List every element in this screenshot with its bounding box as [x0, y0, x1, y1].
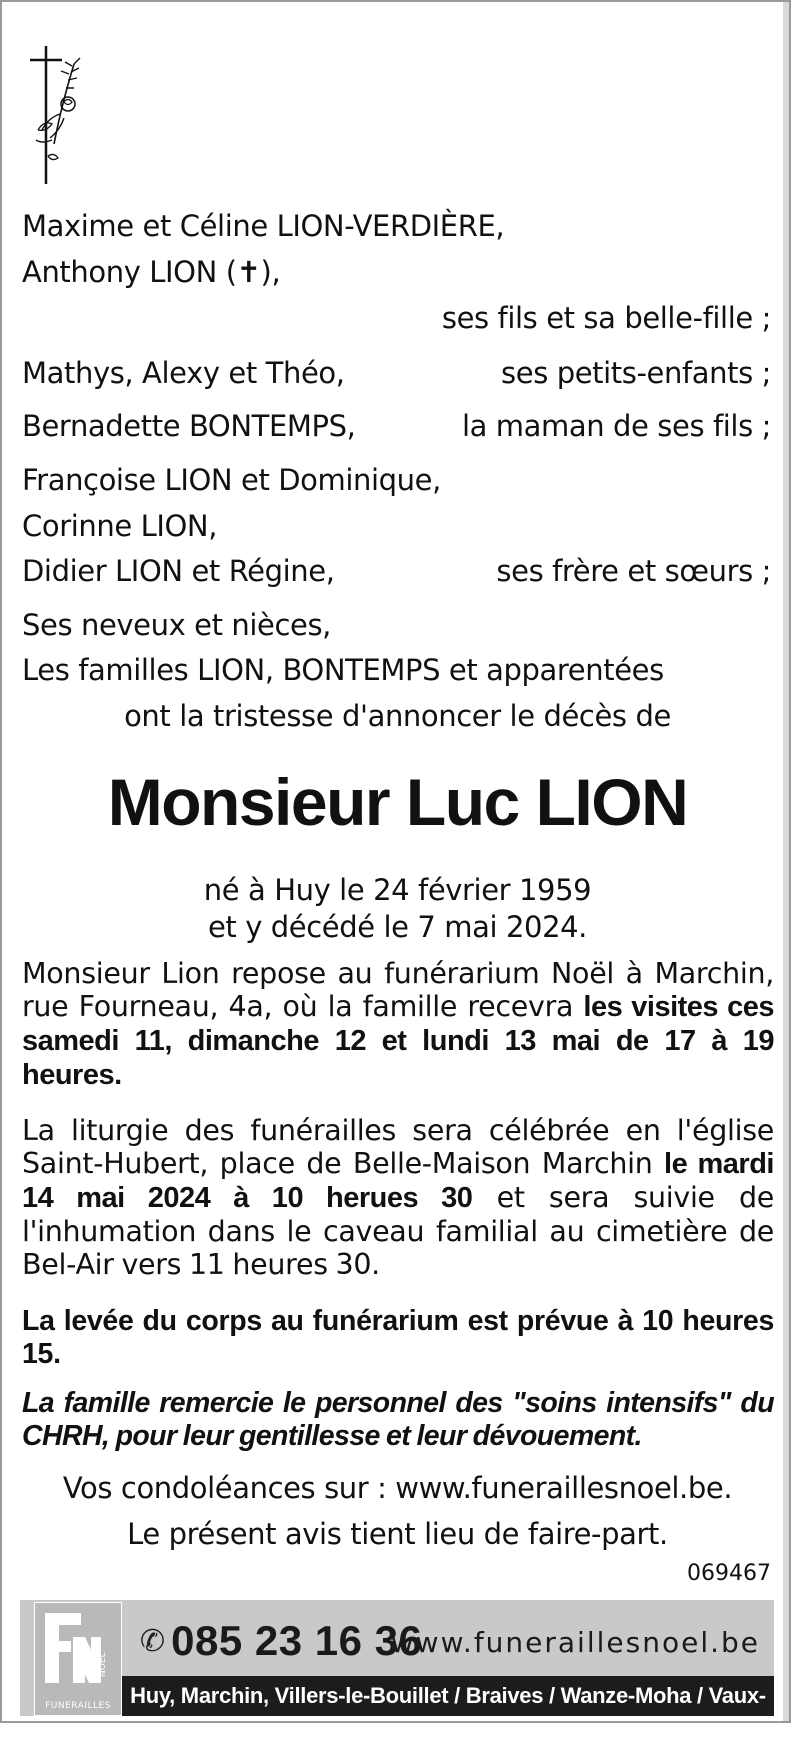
phone-block — [140, 1616, 422, 1666]
family-line: Françoise LION et Dominique, — [22, 463, 441, 497]
family-line: Corinne LION, — [22, 509, 218, 543]
funeral-home-banner — [20, 1600, 774, 1748]
family-line: Didier LION et Régine, — [22, 554, 335, 588]
svg-text:NOEL: NOEL — [98, 1652, 108, 1677]
family-line: Bernadette BONTEMPS, — [22, 409, 356, 443]
levee-paragraph: La levée du corps au funérarium est prévue à 10 heures 15. — [22, 1305, 774, 1370]
family-line: Mathys, Alexy et Théo, — [22, 356, 345, 390]
relation-label: ses frère et sœurs ; — [496, 554, 771, 588]
phone-number[interactable]: 085 23 16 36 — [171, 1617, 423, 1664]
visits-schedule: les visites ces samedi 11, dimanche 12 et lundi 13 mai de 17 à 19 heures. — [22, 991, 774, 1091]
liturgy-paragraph: La liturgie des funérailles sera célébrée en l'église Saint-Hubert, place de Belle-Maison Marchin le mardi 14 mai 2024 à 10 herues 30 et sera suivie de l'inhumation dans le caveau familial au cimetière de Bel-Air vers 11 heures 30. — [22, 1114, 775, 1281]
family-line: Les familles LION, BONTEMPS et apparentées — [22, 653, 664, 687]
visits-paragraph: Monsieur Lion repose au funérarium Noël à Marchin, rue Fourneau, 4a, où la famille recevra les visites ces samedi 11, dimanche 12 et lundi 13 mai de 17 à 19 heures. — [22, 957, 774, 1091]
announcement: ont la tristesse d'annoncer le décès de — [124, 699, 671, 733]
liturgy-date: le mardi 14 mai 2024 à 10 herues 30 — [22, 1148, 774, 1214]
website-link[interactable]: www.funeraillesnoel.be — [390, 1626, 760, 1659]
notice-line: Le présent avis tient lieu de faire-part. — [127, 1517, 668, 1551]
logo-caption: FUNERAILLES — [45, 1701, 111, 1711]
death-line: et y décédé le 7 mai 2024. — [207, 910, 588, 944]
birth-line: né à Huy le 24 février 1959 — [203, 873, 592, 907]
family-line: Anthony LION (✝), — [22, 255, 281, 289]
family-line: Maxime et Céline LION-VERDIÈRE, — [22, 209, 505, 243]
thanks-paragraph: La famille remercie le personnel des "soins intensifs" du CHRH, pour leur gentillesse et leur dévouement. — [22, 1387, 774, 1452]
funeral-home-logo — [34, 1602, 122, 1716]
relation-label: ses fils et sa belle-fille ; — [441, 301, 771, 335]
locations-bar: Huy, Marchin, Villers-le-Bouillet / Braives / Wanze-Moha / Vaux-et-Borset — [122, 1676, 774, 1716]
reference-number: 069467 — [687, 1561, 771, 1586]
family-line: Ses neveux et nièces, — [22, 608, 331, 642]
relation-label: la maman de ses fils ; — [461, 409, 771, 443]
fn-logo-icon — [39, 1607, 115, 1691]
relation-label: ses petits-enfants ; — [501, 356, 771, 390]
phone-icon: ✆ — [140, 1623, 166, 1659]
deceased-name: Monsieur Luc LION — [107, 765, 688, 839]
condolences-line: Vos condoléances sur : www.funeraillesnoel.be. — [62, 1471, 733, 1505]
cross-flower-icon — [24, 44, 86, 186]
